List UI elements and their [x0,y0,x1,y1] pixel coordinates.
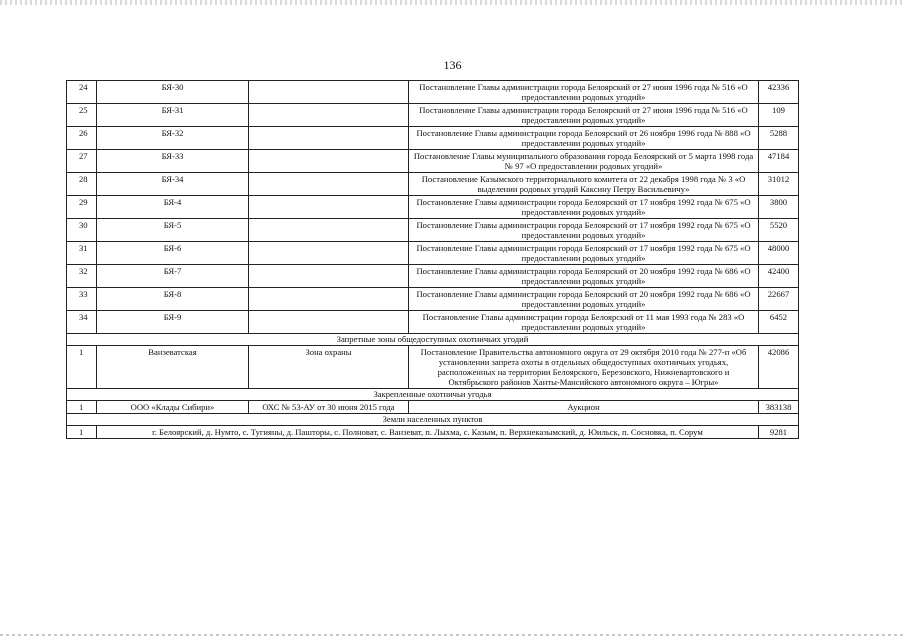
row-code: БЯ-33 [97,150,249,173]
row-number: 27 [67,150,97,173]
row-code: БЯ-4 [97,196,249,219]
row-empty-cell [249,242,409,265]
row-number: 26 [67,127,97,150]
row-area: 42336 [759,81,799,104]
section-header-row [67,414,799,426]
page-number: 136 [443,58,462,72]
row-number: 32 [67,265,97,288]
row-document: Постановление Казымского территориального комитета от 22 декабря 1998 года № 3 «О выделении родовых угодий Каксину Петру Васильевичу» [409,173,759,196]
row-empty-cell [249,196,409,219]
row-code: БЯ-31 [97,104,249,127]
row-document: Постановление Главы администрации города Белоярский от 17 ноября 1992 года № 675 «О предоставлении родовых угодий» [409,219,759,242]
row-document: Постановление Правительства автономного округа от 29 октября 2010 года № 277-п «Об установлении запрета охоты в отдельных общедоступных охотничьих угодьях, расположенных на территории Белоярского, Березовского, Нижневартовского и Октябрьского районов Ханты-Мансийского автономного округа – Югры» [409,346,759,389]
section-header-row [67,389,799,401]
section-title-assigned: Закрепленные охотничьи угодья [67,389,799,401]
section-settlements [67,414,799,439]
row-area: 31012 [759,173,799,196]
table-body-top [67,81,799,334]
table-row [67,127,799,150]
row-type: Зона охраны [249,346,409,389]
row-empty-cell [249,150,409,173]
row-area: 109 [759,104,799,127]
scan-edge-bottom [0,634,905,636]
table-row [67,426,799,439]
row-document: Постановление Главы администрации города Белоярский от 17 ноября 1992 года № 675 «О предоставлении родовых угодий» [409,196,759,219]
row-number: 1 [67,346,97,389]
row-document: Постановление Главы администрации города Белоярский от 26 ноября 1996 года № 888 «О предоставлении родовых угодий» [409,127,759,150]
row-code: БЯ-9 [97,311,249,334]
row-document: Постановление Главы муниципального образования города Белоярский от 5 марта 1998 года № 97 «О предоставлении родовых угодий» [409,150,759,173]
table-row [67,288,799,311]
row-code: БЯ-30 [97,81,249,104]
row-document: Постановление Главы администрации города Белоярский от 11 мая 1993 года № 283 «О предоставлении родовых угодий» [409,311,759,334]
row-code: БЯ-5 [97,219,249,242]
row-name: ООО «Клады Сибири» [97,401,249,414]
table-row [67,173,799,196]
row-document: Аукцион [409,401,759,414]
row-code: БЯ-34 [97,173,249,196]
row-document: Постановление Главы администрации города Белоярский от 27 июня 1996 года № 516 «О предоставлении родовых угодий» [409,81,759,104]
section-assigned [67,389,799,414]
table-row [67,219,799,242]
row-number: 25 [67,104,97,127]
row-number: 34 [67,311,97,334]
row-empty-cell [249,219,409,242]
row-number: 1 [67,401,97,414]
row-number: 24 [67,81,97,104]
scan-edge-top [0,0,905,5]
row-empty-cell [249,311,409,334]
row-area: 47184 [759,150,799,173]
row-area: 383138 [759,401,799,414]
row-code: БЯ-8 [97,288,249,311]
row-area: 3800 [759,196,799,219]
row-area: 22667 [759,288,799,311]
row-type: ОХС № 53-АУ от 30 июня 2015 года [249,401,409,414]
row-number: 1 [67,426,97,439]
section-restricted [67,334,799,389]
row-settlements: г. Белоярский, д. Нумто, с. Тугияны, д. Пашторы, с. Полноват, с. Ванзеват, п. Лыхма, с. Казым, п. Верхнеказымский, д. Юильск, п. Сосновка, п. Сорум [97,426,759,439]
table-row [67,265,799,288]
table-row [67,346,799,389]
row-name: Ванзеватская [97,346,249,389]
row-area: 48000 [759,242,799,265]
row-area: 9281 [759,426,799,439]
row-number: 30 [67,219,97,242]
row-number: 29 [67,196,97,219]
row-document: Постановление Главы администрации города Белоярский от 20 ноября 1992 года № 686 «О предоставлении родовых угодий» [409,265,759,288]
row-empty-cell [249,81,409,104]
row-area: 6452 [759,311,799,334]
section-header-row [67,334,799,346]
table-row [67,81,799,104]
row-number: 33 [67,288,97,311]
row-area: 5288 [759,127,799,150]
row-area: 5520 [759,219,799,242]
table-row [67,401,799,414]
row-number: 31 [67,242,97,265]
row-empty-cell [249,265,409,288]
table-row [67,104,799,127]
row-document: Постановление Главы администрации города Белоярский от 17 ноября 1992 года № 675 «О предоставлении родовых угодий» [409,242,759,265]
table-row [67,196,799,219]
row-code: БЯ-7 [97,265,249,288]
section-title-settlements: Земли населенных пунктов [67,414,799,426]
row-empty-cell [249,173,409,196]
section-title-restricted: Запретные зоны общедоступных охотничьих угодий [67,334,799,346]
row-code: БЯ-6 [97,242,249,265]
row-area: 42400 [759,265,799,288]
table-row [67,311,799,334]
row-empty-cell [249,127,409,150]
row-document: Постановление Главы администрации города Белоярский от 20 ноября 1992 года № 686 «О предоставлении родовых угодий» [409,288,759,311]
row-area: 42086 [759,346,799,389]
row-code: БЯ-32 [97,127,249,150]
table-row [67,150,799,173]
row-empty-cell [249,288,409,311]
land-table [66,80,799,439]
row-empty-cell [249,104,409,127]
row-number: 28 [67,173,97,196]
row-document: Постановление Главы администрации города Белоярский от 27 июня 1996 года № 516 «О предоставлении родовых угодий» [409,104,759,127]
table-row [67,242,799,265]
